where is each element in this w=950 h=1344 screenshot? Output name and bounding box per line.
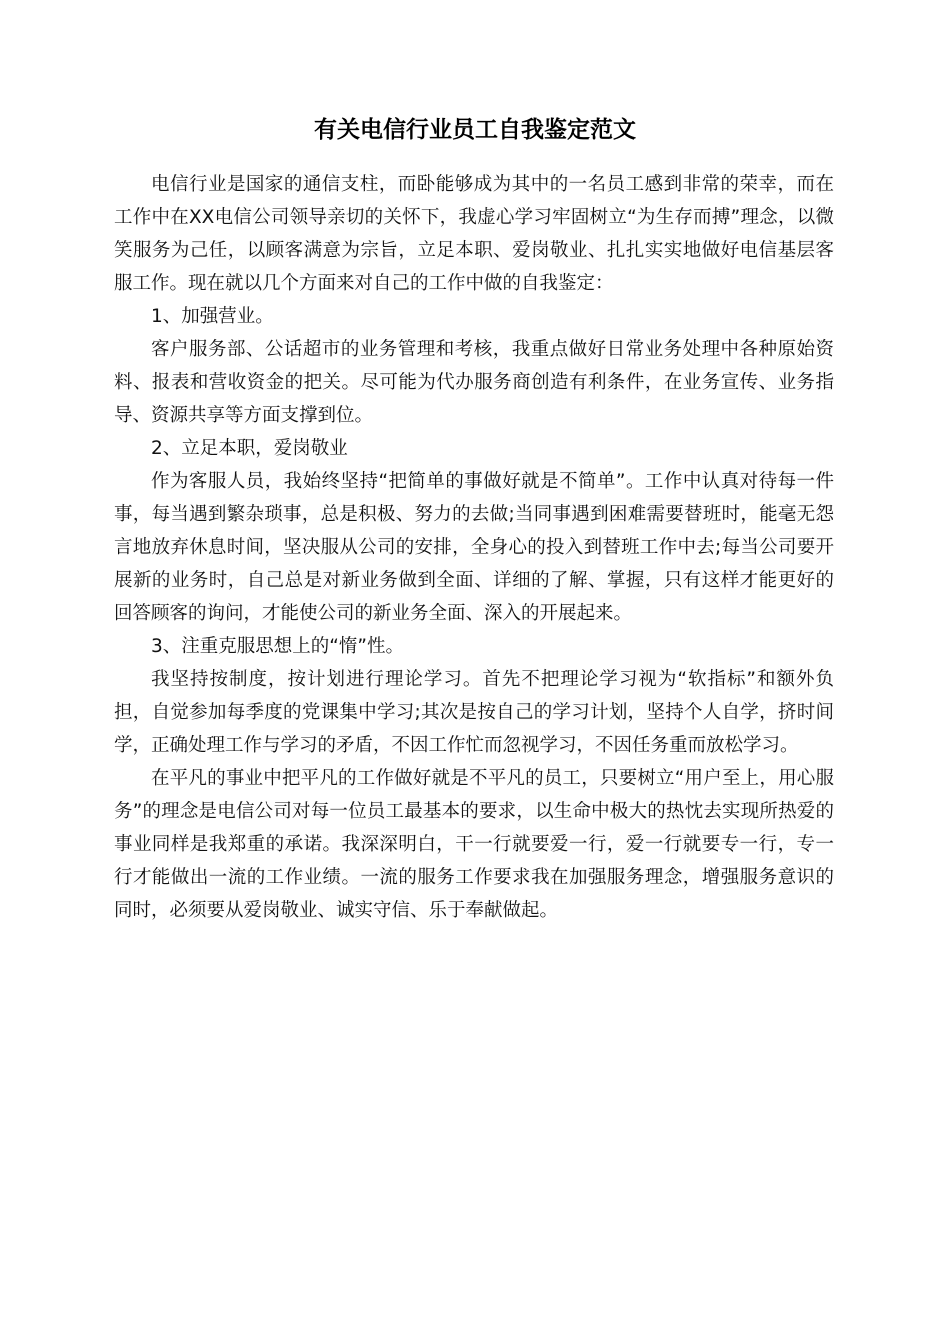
paragraph-conclusion: 在平凡的事业中把平凡的工作做好就是不平凡的员工，只要树立“用户至上，用心服务”的理念是电信公司对每一位员工最基本的要求，以生命中极大的热忱去实现所热爱的事业同样是我郑重的承诺。我深深明白，干一行就要爱一行，爱一行就要专一行，专一行才能做出一流的工作业绩。一流的服务工作要求我在加强服务理念，增强服务意识的同时，必须要从爱岗敬业、诚实守信、乐于奉献做起。 [114, 768, 834, 921]
paragraph-section-2: 作为客服人员，我始终坚持“把简单的事做好就是不简单”。工作中认真对待每一件事，每当遇到繁杂琐事，总是积极、努力的去做;当同事遇到困难需要替班时，能毫无怨言地放弃休息时间，坚决服从公司的安排，全身心的投入到替班工作中去;每当公司要开展新的业务时，自己总是对新业务做到全面、详细的了解、掌握，只有这样才能更好的回答顾客的询问，才能使公司的新业务全面、深入的开展起来。 [114, 471, 834, 624]
document-title: 有关电信行业员工自我鉴定范文 [314, 117, 636, 143]
paragraph-section-3: 我坚持按制度，按计划进行理论学习。首先不把理论学习视为“软指标”和额外负担，自觉参加每季度的党课集中学习;其次是按自己的学习计划，坚持个人自学，挤时间学，正确处理工作与学习的矛盾，不因工作忙而忽视学习，不因任务重而放松学习。 [114, 669, 834, 756]
section-heading-1: 1、加强营业。 [151, 306, 274, 327]
paragraph-section-1: 客户服务部、公话超市的业务管理和考核，我重点做好日常业务处理中各种原始资料、报表和营收资金的把关。尽可能为代办服务商创造有利条件，在业务宣传、业务指导、资源共享等方面支撑到位。 [114, 339, 834, 426]
paragraph-intro: 电信行业是国家的通信支柱，而卧能够成为其中的一名员工感到非常的荣幸，而在工作中在XX电信公司领导亲切的关怀下，我虚心学习牢固树立“为生存而搏”理念，以微笑服务为己任，以顾客满意为宗旨，立足本职、爱岗敬业、扎扎实实地做好电信基层客服工作。现在就以几个方面来对自己的工作中做的自我鉴定： [114, 174, 834, 294]
section-heading-2: 2、立足本职，爱岗敬业 [151, 438, 348, 459]
section-heading-3: 3、注重克服思想上的“惰”性。 [151, 636, 404, 657]
document-body [114, 168, 834, 927]
